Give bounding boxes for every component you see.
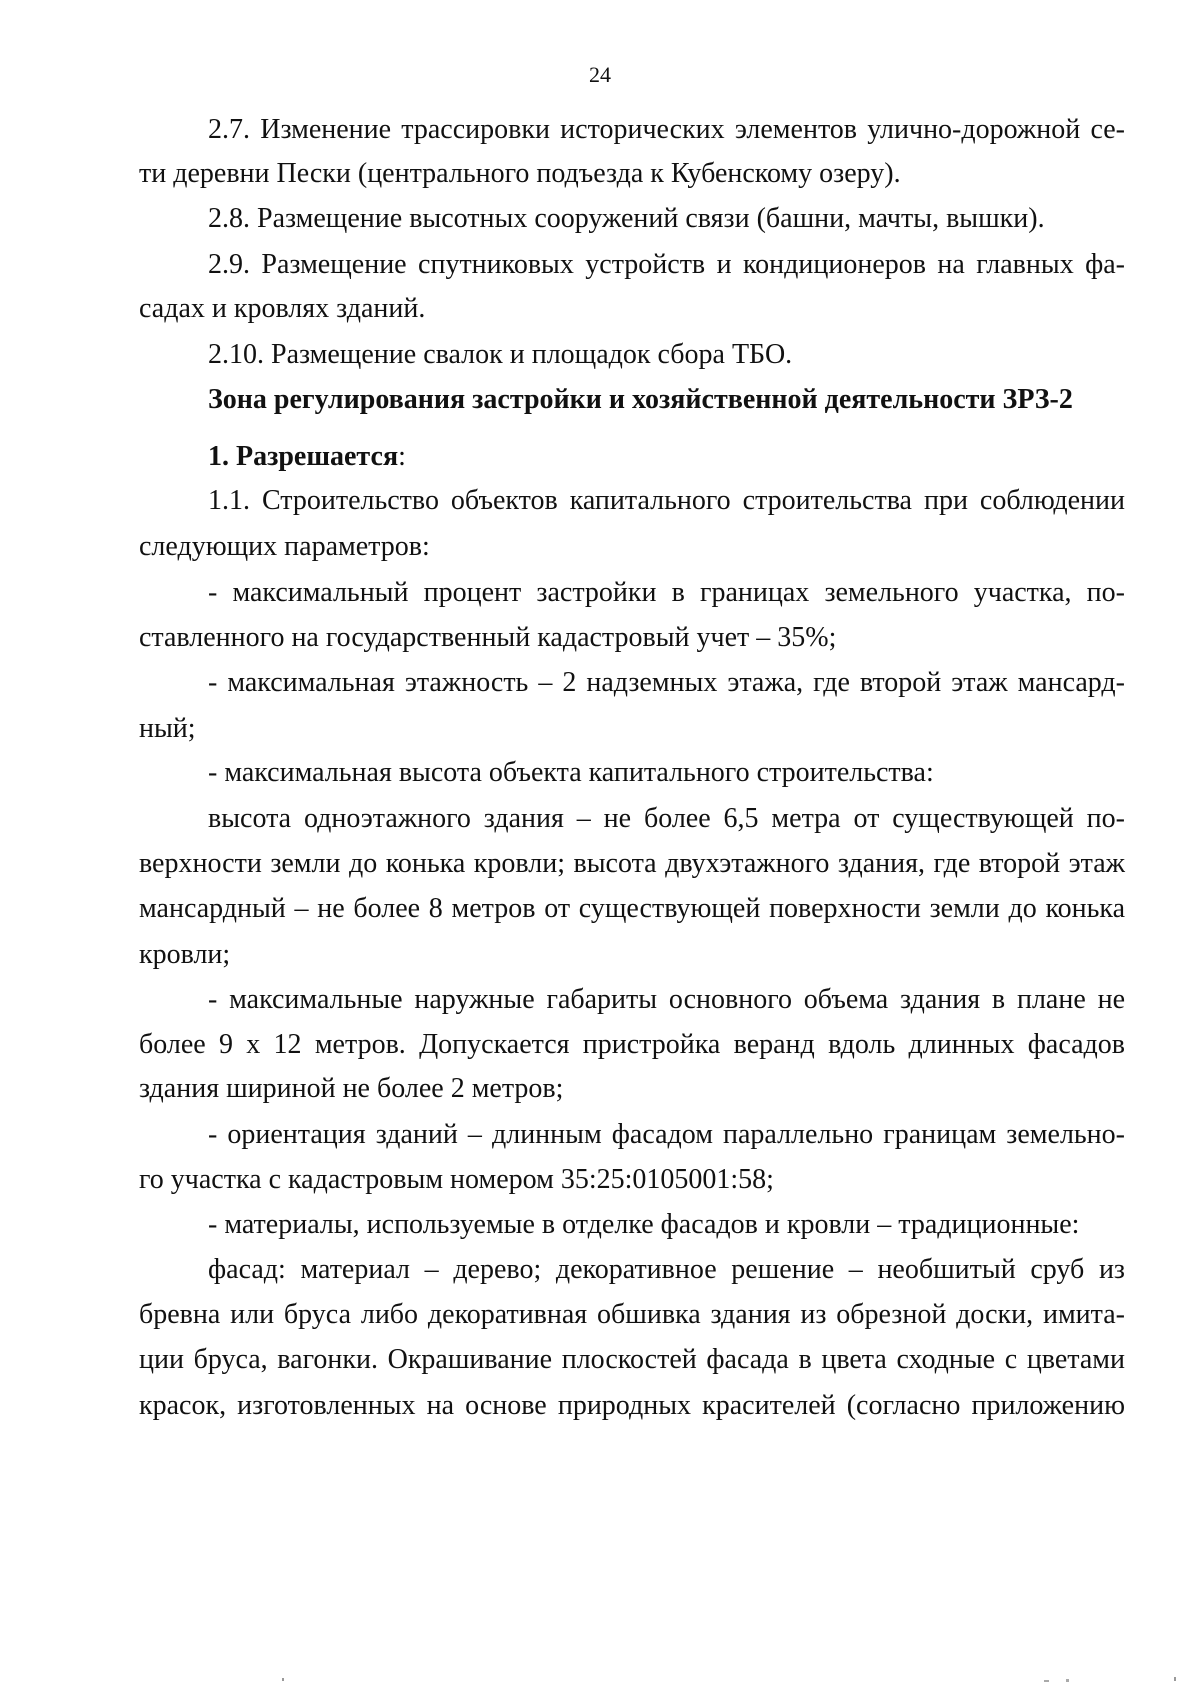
text-line: ции бруса, вагонки. Окрашивание плоскостей фасада в цвета сходные с цветами <box>139 1344 1125 1375</box>
subheading-line <box>208 440 1125 474</box>
text-line: здания шириной не более 2 метров; <box>139 1073 564 1104</box>
subheading-allowed: 1. Разрешается <box>208 441 399 472</box>
section-heading: Зона регулирования застройки и хозяйственной деятельности ЗРЗ-2 <box>208 384 1073 415</box>
page-number: 24 <box>589 62 611 87</box>
text-line: - максимальная высота объекта капитального строительства: <box>208 757 934 788</box>
text-line: бревна или бруса либо декоративная обшивка здания из обрезной доски, имита- <box>139 1299 1125 1330</box>
text-line: следующих параметров: <box>139 531 430 562</box>
text-line: 1.1. Строительство объектов капитального строительства при соблюдении <box>208 485 1125 516</box>
text-line: - ориентация зданий – длинным фасадом параллельно границам земельно- <box>208 1119 1125 1150</box>
text-line: ти деревни Пески (центрального подъезда к Кубенскому озеру). <box>139 158 901 189</box>
text-line: - максимальный процент застройки в границах земельного участка, по- <box>208 577 1125 608</box>
text-line: красок, изготовленных на основе природных красителей (согласно приложению <box>139 1390 1125 1421</box>
text-line: мансардный – не более 8 метров от существующей поверхности земли до конька <box>139 893 1125 924</box>
text-line: 2.10. Размещение свалок и площадок сбора ТБО. <box>208 339 793 370</box>
text-line: фасад: материал – дерево; декоративное решение – необшитый сруб из <box>208 1254 1125 1285</box>
text-line: 2.7. Изменение трассировки исторических элементов улично-дорожной се- <box>208 114 1125 145</box>
text-line: - максимальная этажность – 2 надземных этажа, где второй этаж мансард- <box>208 667 1125 698</box>
text-line: ный; <box>139 713 196 744</box>
text-line: более 9 х 12 метров. Допускается пристройка веранд вдоль длинных фасадов <box>139 1029 1125 1060</box>
text-line: 2.8. Размещение высотных сооружений связи (башни, мачты, вышки). <box>208 203 1045 234</box>
text-line: ставленного на государственный кадастровый учет – 35%; <box>139 622 837 653</box>
text-line: - максимальные наружные габариты основного объема здания в плане не <box>208 984 1125 1015</box>
text-line: верхности земли до конька кровли; высота двухэтажного здания, где второй этаж <box>139 848 1125 879</box>
scan-specks <box>0 1672 1200 1692</box>
text-line: 2.9. Размещение спутниковых устройств и кондиционеров на главных фа- <box>208 249 1125 280</box>
text-line: кровли; <box>139 939 231 970</box>
subheading-colon: : <box>398 441 406 472</box>
text-line: - материалы, используемые в отделке фасадов и кровли – традиционные: <box>208 1209 1080 1240</box>
text-line: го участка с кадастровым номером 35:25:0105001:58; <box>139 1164 774 1195</box>
text-line: садах и кровлях зданий. <box>139 293 426 324</box>
text-line: высота одноэтажного здания – не более 6,5 метра от существующей по- <box>208 803 1125 834</box>
